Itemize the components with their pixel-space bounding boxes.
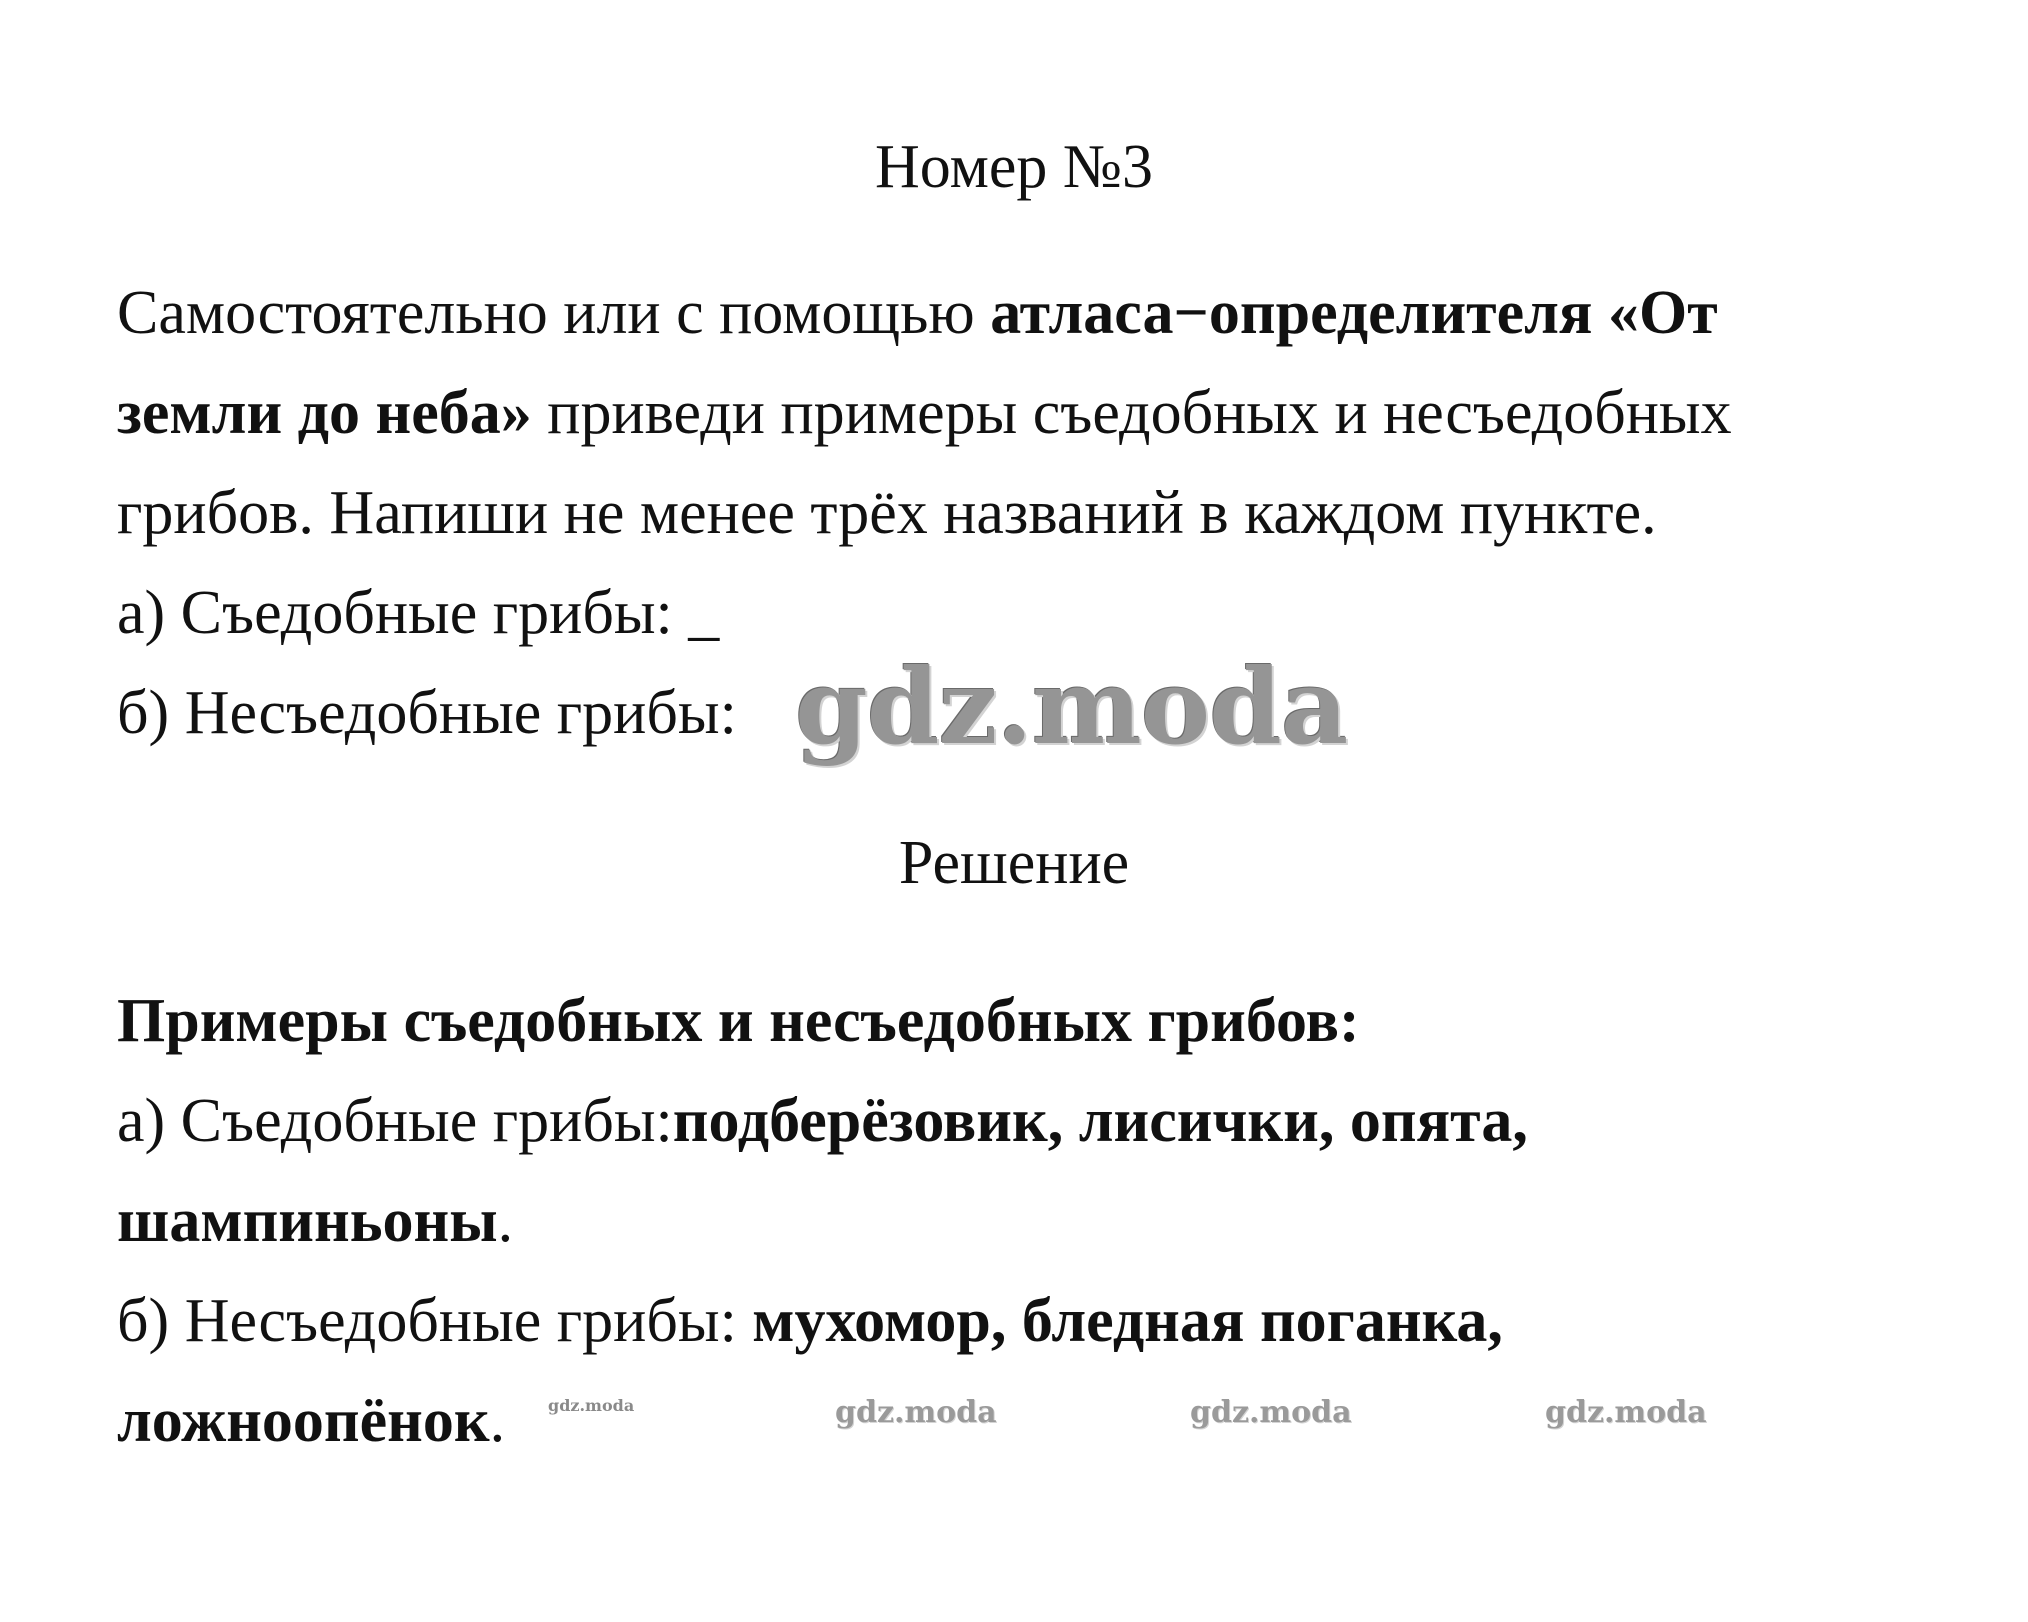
solution-item-b-answer-cont: ложноопёнок [117,1387,490,1455]
solution-item-b-answer: мухомор, бледная поганка, [752,1287,1503,1355]
solution-item-a-answer: подберёзовик, лисички, опята, [672,1087,1528,1155]
solution-subheading: Примеры съедобных и несъедобных грибов: [117,987,1360,1055]
task-text-bold: земли до неба» [117,379,532,447]
task-text-normal: Самостоятельно или с помощью [117,279,991,347]
task-paragraph-line-1 [117,279,1718,347]
solution-item-a-label: а) Съедобные грибы: [117,1087,673,1155]
task-title: Номер №3 [874,133,1153,201]
task-paragraph-line-2 [117,379,1732,447]
task-paragraph-line-3: грибов. Напиши не менее трёх названий в каждом пункте. [117,479,1657,547]
task-item-a: а) Съедобные грибы: _ [117,579,720,647]
solution-item-a-period: . [497,1187,514,1255]
solution-item-b-line-1 [117,1287,1503,1355]
watermark-logo-tiny: gdz.moda [548,1396,635,1415]
watermark-logo-small-3: gdz.moda [1545,1395,1707,1430]
solution-item-b-period: . [489,1387,506,1455]
task-text-bold: атласа−определителя «От [990,279,1718,347]
watermark-logo-large: gdz.moda [795,645,1348,768]
solution-item-a-answer-cont: шампиньоны [117,1187,498,1255]
solution-item-a-line-2 [117,1187,514,1255]
solution-heading: Решение [898,829,1130,897]
watermark-logo-small-2: gdz.moda [1190,1395,1352,1430]
task-text-normal: приведи примеры съедобных и несъедобных [531,379,1732,447]
solution-item-b-line-2 [117,1387,506,1455]
task-item-b: б) Несъедобные грибы: [117,679,737,747]
solution-item-a-line-1 [117,1087,1528,1155]
solution-item-b-label: б) Несъедобные грибы: [117,1287,753,1355]
watermark-logo-small-1: gdz.moda [835,1395,997,1430]
